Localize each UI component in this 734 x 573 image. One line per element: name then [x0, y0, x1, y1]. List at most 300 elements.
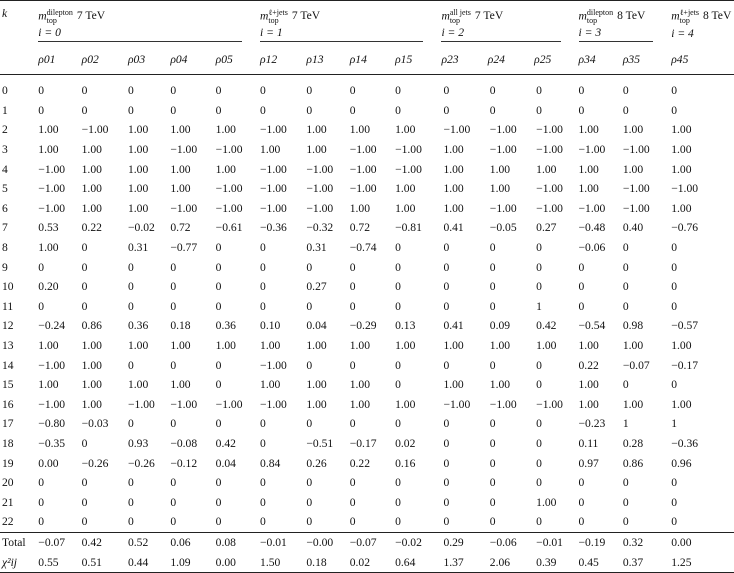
table-cell: −0.74	[349, 241, 377, 255]
table-cell: 0	[395, 241, 401, 255]
table-cell: 0	[395, 417, 401, 431]
table-cell: 0	[349, 495, 356, 509]
table-cell: 1.00	[306, 123, 327, 137]
group-index-label: i = 0	[38, 26, 242, 42]
table-cell: 1.00	[578, 162, 599, 176]
table-cell: 0	[536, 84, 542, 98]
table-cell: 0.02	[395, 436, 416, 450]
row-label: Total	[0, 532, 36, 552]
table-cell: 0.22	[578, 358, 599, 372]
table-cell: 0.20	[38, 280, 59, 294]
table-cell: 1.00	[671, 123, 692, 137]
mass-symbol: m	[38, 9, 47, 23]
table-cell: 0.96	[671, 456, 692, 470]
table-cell: 1.00	[215, 339, 236, 353]
table-cell: 1.00	[81, 182, 102, 196]
table-cell: 1.00	[170, 123, 191, 137]
table-cell: 0	[489, 280, 496, 294]
table-cell: 0	[81, 84, 88, 98]
table-cell: 0	[622, 103, 629, 117]
table-cell: 1.00	[671, 162, 692, 176]
table-cell: 0	[671, 241, 678, 255]
table-cell: 1.00	[443, 378, 464, 392]
row-label: 17	[2, 417, 14, 431]
table-cell: 0	[489, 476, 496, 490]
table-cell: 1.25	[669, 552, 734, 572]
table-cell: 0	[443, 103, 450, 117]
table-cell: 1.00	[395, 201, 416, 215]
table-cell: −1.00	[443, 397, 471, 411]
energy-label: 8 TeV	[617, 9, 646, 23]
table-cell: 0	[81, 299, 88, 313]
rho-header: ρ25	[532, 45, 576, 75]
table-cell: 0	[578, 84, 585, 98]
table-cell: 0	[127, 299, 134, 313]
table-cell: 0	[489, 436, 496, 450]
rho-header: ρ15	[393, 45, 439, 75]
table-cell: 0	[170, 515, 177, 529]
table-cell: 1.00	[622, 397, 644, 411]
table-cell: 0	[578, 103, 585, 117]
channel-superscript: dilepton	[586, 7, 614, 17]
table-cell: 0	[622, 280, 629, 294]
row-label: 9	[2, 260, 8, 274]
table-cell: −1.00	[260, 162, 287, 176]
table-cell: −1.00	[81, 123, 109, 137]
table-cell: 1.00	[81, 339, 102, 353]
table-cell: 0	[536, 260, 542, 274]
table-cell: 0	[395, 476, 401, 490]
table-row	[0, 101, 734, 121]
table-cell: 1.00	[443, 182, 464, 196]
table-cell: 1.00	[306, 397, 327, 411]
table-cell: 0	[38, 260, 45, 274]
table-cell: 0	[536, 103, 542, 117]
table-cell: −0.07	[348, 532, 393, 552]
table-cell: −0.07	[36, 532, 79, 552]
table-row	[0, 336, 734, 356]
table-cell: −0.02	[393, 532, 439, 552]
table-cell: −1.00	[170, 397, 198, 411]
table-cell: −1.00	[578, 143, 606, 157]
table-cell: 0	[215, 495, 222, 509]
table-cell: 0.28	[622, 436, 644, 450]
table-cell: 0	[395, 84, 401, 98]
row-label: 12	[2, 319, 14, 333]
energy-label: 8 TeV	[703, 9, 732, 23]
table-row	[0, 414, 734, 434]
table-cell: 0	[395, 515, 401, 529]
table-cell: 0	[536, 476, 542, 490]
table-cell: 0	[127, 476, 134, 490]
table-cell: 0	[306, 476, 313, 490]
table-cell: 0	[622, 84, 629, 98]
table-cell: 1.00	[260, 339, 281, 353]
table-cell: 0	[260, 241, 266, 255]
table-cell: 0	[489, 103, 496, 117]
table-cell: 1.00	[671, 339, 692, 353]
table-cell: 1.00	[489, 378, 511, 392]
table-cell: 0	[578, 515, 585, 529]
table-cell: 0.26	[306, 456, 327, 470]
table-cell: 1.00	[127, 339, 149, 353]
table-cell: 1.00	[81, 358, 102, 372]
table-cell: 1.00	[536, 495, 557, 509]
table-cell: 1.00	[260, 378, 281, 392]
table-cell: −1.00	[671, 182, 699, 196]
row-label: 16	[2, 397, 14, 411]
table-cell: 1.00	[127, 378, 149, 392]
table-cell: 0	[306, 358, 313, 372]
table-cell: −1.00	[489, 397, 517, 411]
table-row	[0, 75, 734, 101]
table-cell: −0.06	[578, 241, 606, 255]
mass-symbol: m	[578, 9, 587, 23]
table-cell: 0	[215, 299, 222, 313]
table-cell: 1.00	[170, 339, 191, 353]
table-cell: 0.93	[127, 436, 149, 450]
table-cell: 0	[349, 417, 356, 431]
rho-header: ρ24	[486, 45, 532, 75]
table-cell: 0	[395, 358, 401, 372]
table-cell: 0	[170, 103, 177, 117]
table-cell: 1.00	[578, 182, 599, 196]
energy-label: 7 TeV	[291, 9, 321, 23]
table-cell: 0	[306, 417, 313, 431]
table-row	[0, 434, 734, 454]
table-cell: 0	[395, 495, 401, 509]
table-cell: −1.00	[260, 182, 287, 196]
table-cell: 0.08	[214, 532, 258, 552]
table-cell: −1.00	[215, 397, 243, 411]
row-label: 19	[2, 456, 14, 470]
table-cell: −0.01	[532, 532, 576, 552]
table-cell: 1.37	[439, 552, 485, 572]
table-cell: 0	[260, 515, 266, 529]
table-cell: 0.53	[38, 221, 59, 235]
table-cell: 0	[443, 260, 450, 274]
mass-symbol: m	[260, 9, 269, 23]
table-cell: 0	[443, 495, 450, 509]
table-cell: 1.00	[578, 123, 599, 137]
table-cell: 0	[38, 84, 45, 98]
table-cell: 1.00	[443, 339, 464, 353]
table-cell: 1.00	[395, 123, 416, 137]
table-cell: 0	[443, 476, 450, 490]
table-cell: −0.03	[81, 417, 109, 431]
table-cell: 1.00	[349, 201, 371, 215]
group-index-label: i = 1	[260, 26, 423, 42]
table-cell: 0	[215, 280, 222, 294]
table-cell: −0.02	[127, 221, 155, 235]
table-cell: 1.00	[671, 143, 692, 157]
table-cell: −0.81	[395, 221, 422, 235]
table-cell: 1.00	[622, 123, 644, 137]
table-cell: 1.00	[81, 162, 102, 176]
rho-header: ρ12	[258, 45, 304, 75]
table-cell: −0.24	[38, 319, 66, 333]
table-cell: 1.00	[443, 201, 464, 215]
table-cell: 0.41	[443, 221, 464, 235]
table-cell: −1.00	[38, 162, 66, 176]
table-cell: 0	[443, 358, 450, 372]
table-cell: 0.27	[306, 280, 327, 294]
mass-symbol: m	[671, 9, 680, 23]
table-cell: −0.01	[258, 532, 304, 552]
rho-header: ρ35	[621, 45, 669, 75]
row-label: 11	[2, 299, 14, 313]
table-cell: 1.00	[349, 339, 371, 353]
table-cell: 0	[489, 84, 496, 98]
table-cell: 1.00	[489, 339, 511, 353]
table-cell: 1.00	[622, 162, 644, 176]
table-cell: 0.39	[532, 552, 576, 572]
table-cell: 0	[671, 260, 678, 274]
table-row	[0, 140, 734, 160]
table-cell: 0	[671, 280, 678, 294]
table-cell: 0	[671, 476, 678, 490]
table-cell: 0.22	[349, 456, 371, 470]
table-cell: 1.00	[38, 241, 59, 255]
table-cell: 0.32	[621, 532, 669, 552]
table-cell: 1.00	[395, 397, 416, 411]
table-cell: 1.00	[81, 397, 102, 411]
table-row	[0, 179, 734, 199]
table-cell: 0	[306, 84, 313, 98]
table-cell: 0.40	[622, 221, 644, 235]
table-row	[0, 257, 734, 277]
group-index-label: i = 3	[579, 26, 654, 42]
table-cell: 1.00	[536, 339, 557, 353]
table-cell: 0	[349, 358, 356, 372]
table-cell: 0	[622, 299, 629, 313]
table-cell: 0	[578, 260, 585, 274]
table-cell: 1.00	[578, 397, 599, 411]
table-cell: 0	[671, 103, 678, 117]
table-cell: 0.72	[349, 221, 371, 235]
table-cell: 0	[622, 241, 629, 255]
table-cell: −1.00	[349, 182, 377, 196]
table-cell: 0	[215, 515, 222, 529]
table-cell: 0	[81, 495, 88, 509]
table-row	[0, 395, 734, 415]
table-cell: 0	[215, 358, 222, 372]
top-subscript: top	[586, 15, 598, 25]
table-cell: 0	[306, 299, 313, 313]
table-cell: 0.31	[306, 241, 327, 255]
table-cell: 0.41	[443, 319, 464, 333]
table-cell: 1.00	[671, 397, 692, 411]
table-cell: 0.02	[348, 552, 393, 572]
channel-superscript: all jets	[449, 7, 471, 17]
table-row	[0, 277, 734, 297]
table-cell: 0	[395, 103, 401, 117]
table-cell: −1.00	[38, 182, 66, 196]
table-row	[0, 453, 734, 473]
top-subscript: top	[679, 15, 690, 25]
table-cell: 0.13	[395, 319, 416, 333]
table-cell: −1.00	[170, 201, 198, 215]
table-cell: −0.54	[578, 319, 606, 333]
group-index-label: i = 4	[671, 26, 694, 40]
table-cell: −1.00	[536, 182, 563, 196]
table-cell: 1.00	[622, 339, 644, 353]
table-cell: 0.98	[622, 319, 644, 333]
table-cell: 1.00	[170, 182, 191, 196]
table-cell: 0	[578, 280, 585, 294]
table-cell: 1.00	[671, 201, 692, 215]
table-cell: 0	[443, 456, 450, 470]
table-cell: 0	[443, 436, 450, 450]
table-cell: 0	[349, 515, 356, 529]
table-cell: −1.00	[395, 143, 422, 157]
table-row	[0, 532, 734, 552]
table-cell: 0	[170, 495, 177, 509]
table-cell: 0.16	[395, 456, 416, 470]
table-cell: 0.29	[439, 532, 485, 552]
top-subscript: top	[268, 15, 279, 25]
table-cell: 1.00	[170, 162, 191, 176]
table-cell: 0.04	[306, 319, 327, 333]
table-cell: −1.00	[38, 397, 66, 411]
table-cell: 1.00	[443, 162, 464, 176]
table-cell: 0	[489, 456, 496, 470]
table-cell: 0	[671, 378, 678, 392]
row-label: 14	[2, 358, 14, 372]
table-cell: 0	[489, 260, 496, 274]
table-cell: 1.00	[306, 378, 327, 392]
table-cell: −1.00	[443, 123, 471, 137]
table-cell: −1.00	[578, 201, 606, 215]
rho-header: ρ05	[214, 45, 258, 75]
table-cell: 0.84	[260, 456, 281, 470]
table-cell: 0	[38, 299, 45, 313]
table-cell: 1.00	[215, 123, 236, 137]
table-cell: 1.00	[81, 378, 102, 392]
table-cell: −0.29	[349, 319, 377, 333]
table-cell: −0.17	[671, 358, 699, 372]
table-row	[0, 512, 734, 532]
table-row	[0, 120, 734, 140]
table-cell: 0	[81, 280, 88, 294]
table-cell: 1	[536, 299, 542, 313]
table-cell: 0	[81, 476, 88, 490]
table-cell: 0	[170, 358, 177, 372]
table-cell: 0	[306, 515, 313, 529]
table-cell: 1.00	[260, 143, 281, 157]
table-cell: −1.00	[536, 143, 563, 157]
table-cell: −0.35	[38, 436, 66, 450]
row-label: 7	[2, 221, 8, 235]
row-label: 5	[2, 182, 8, 196]
table-cell: 0	[38, 103, 45, 117]
table-cell: −1.00	[215, 143, 243, 157]
table-cell: 0	[443, 241, 450, 255]
table-cell: 1.00	[81, 201, 102, 215]
table-cell: −1.00	[306, 201, 334, 215]
table-cell: 0	[578, 495, 585, 509]
table-cell: 0	[306, 103, 313, 117]
table-cell: 0	[215, 260, 222, 274]
table-cell: −1.00	[622, 143, 650, 157]
table-cell: 0	[395, 260, 401, 274]
table-cell: 0	[489, 241, 496, 255]
table-cell: 0.00	[669, 532, 734, 552]
table-row	[0, 238, 734, 258]
table-cell: 0	[671, 299, 678, 313]
table-cell: 0	[349, 299, 356, 313]
table-cell: −1.00	[395, 162, 422, 176]
row-label: 8	[2, 241, 8, 255]
rho-row-spacer	[0, 45, 36, 75]
table-cell: 0	[671, 515, 678, 529]
table-cell: 0.86	[81, 319, 102, 333]
table-cell: 0.44	[126, 552, 168, 572]
group-header-2	[439, 1, 576, 27]
mass-symbol: m	[441, 9, 450, 23]
table-cell: 1.00	[127, 143, 149, 157]
table-cell: −0.19	[577, 532, 621, 552]
table-cell: −1.00	[170, 143, 198, 157]
rho-header: ρ02	[80, 45, 126, 75]
table-cell: 0	[443, 515, 450, 529]
table-cell: 0	[536, 417, 542, 431]
table-cell: 0	[215, 103, 222, 117]
table-cell: −1.00	[306, 182, 334, 196]
table-cell: 0	[260, 299, 266, 313]
table-cell: 1.00	[127, 201, 149, 215]
row-label: 0	[2, 84, 8, 98]
table-cell: 0	[127, 103, 134, 117]
table-cell: 0.06	[168, 532, 213, 552]
table-cell: 0	[489, 515, 496, 529]
table-cell: 0.18	[170, 319, 191, 333]
table-row	[0, 297, 734, 317]
table-cell: 0	[578, 476, 585, 490]
table-cell: 1.00	[306, 339, 327, 353]
channel-superscript: dilepton	[46, 7, 73, 17]
table-cell: 0	[215, 84, 222, 98]
table-cell: 0	[81, 241, 88, 255]
table-cell: 0.00	[38, 456, 59, 470]
table-cell: 0.11	[578, 436, 599, 450]
table-cell: 0	[536, 280, 542, 294]
table-cell: 0.09	[489, 319, 511, 333]
table-cell: −0.76	[671, 221, 699, 235]
table-cell: 1.00	[489, 162, 511, 176]
table-cell: 1.50	[258, 552, 304, 572]
table-cell: −1.00	[38, 358, 66, 372]
group-header-4	[669, 1, 734, 27]
table-cell: −1.00	[489, 201, 517, 215]
table-cell: 1.00	[395, 182, 416, 196]
table-cell: 1.00	[578, 378, 599, 392]
table-cell: 0	[578, 299, 585, 313]
table-cell: 0.18	[304, 552, 347, 572]
table-cell: 1	[622, 417, 629, 431]
table-cell: 0.36	[215, 319, 236, 333]
table-cell: 0	[260, 103, 266, 117]
table-cell: 0	[170, 417, 177, 431]
table-cell: −0.51	[306, 436, 334, 450]
table-row	[0, 552, 734, 572]
table-cell: −1.00	[536, 201, 563, 215]
table-cell: 0	[170, 280, 177, 294]
table-cell: 0.51	[80, 552, 126, 572]
table-cell: 0.97	[578, 456, 599, 470]
rho-header: ρ34	[577, 45, 621, 75]
group-header-row	[0, 1, 734, 27]
